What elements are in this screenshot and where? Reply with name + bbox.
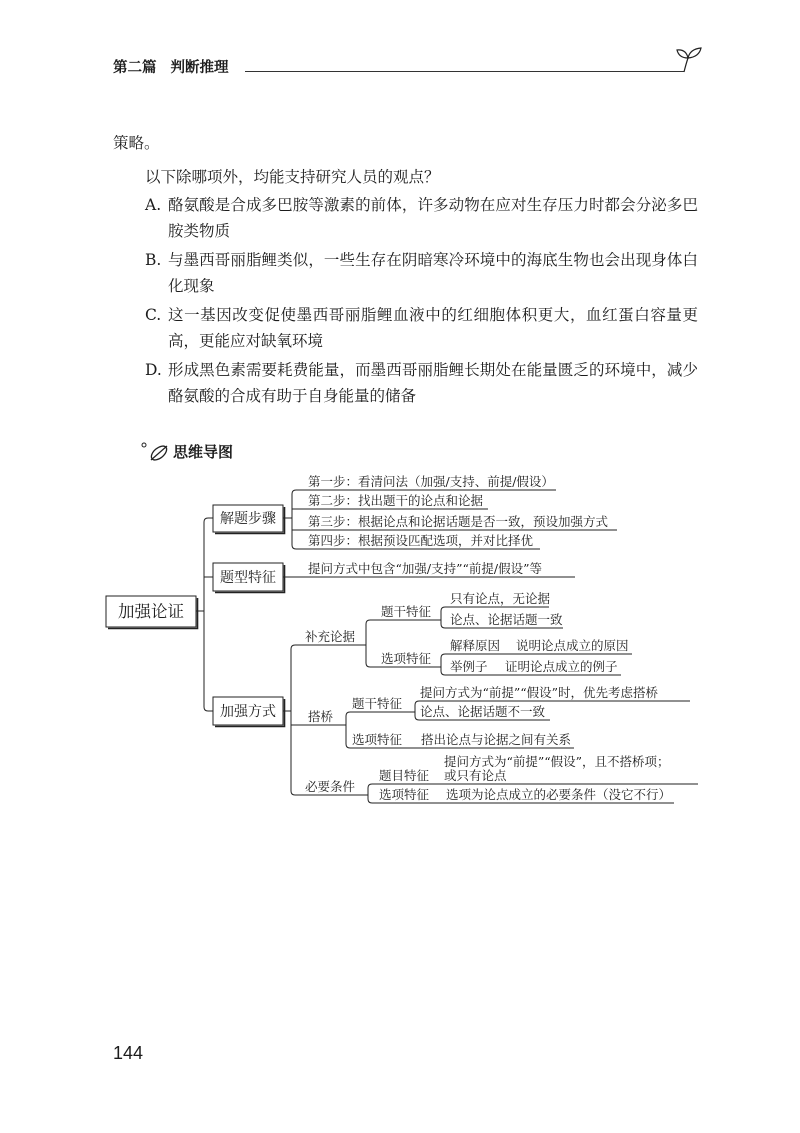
question-stem: 以下除哪项外，均能支持研究人员的观点？ <box>145 168 440 186</box>
necessary-options-label: 选项特征 <box>379 787 430 802</box>
option-line: 化现象 <box>168 277 215 295</box>
necessary-label: 必要条件 <box>305 779 356 794</box>
bridge-label: 搭桥 <box>308 709 334 724</box>
option-label: C. <box>145 306 162 324</box>
supplement-option-name: 解释原因 <box>450 638 501 653</box>
feature-item: 提问方式中包含“加强/支持”“前提/假设”等 <box>308 561 542 576</box>
necessary-stem-line: 提问方式为“前提”“假设”，且不搭桥项； <box>444 754 670 769</box>
root-node <box>106 596 198 629</box>
option-list <box>113 192 698 409</box>
supplement-options-label: 选项特征 <box>381 651 432 666</box>
bridge-option-item: 搭出论点与论据之间有关系 <box>421 732 572 747</box>
step-item: 第一步：看清问法（加强/支持、前提/假设） <box>308 474 554 489</box>
methods-label: 加强方式 <box>220 704 276 720</box>
mind-map <box>0 430 800 830</box>
features-label: 题型特征 <box>220 570 276 586</box>
step-item: 第四步：根据预设匹配选项，并对比择优 <box>308 533 534 548</box>
supplement-stem-item: 论点、论据话题一致 <box>450 612 563 627</box>
supplement-option-desc: 说明论点成立的原因 <box>516 638 629 653</box>
option-line: 这一基因改变促使墨西哥丽脂鲤血液中的红细胞体积更大，血红蛋白容量更 <box>168 306 698 324</box>
option-line: 与墨西哥丽脂鲤类似，一些生存在阴暗寒冷环境中的海底生物也会出现身体白 <box>168 251 698 269</box>
features-node <box>213 563 285 593</box>
bridge-stem-item: 提问方式为“前提”“假设”时，优先考虑搭桥 <box>420 685 659 700</box>
lead-in-text: 策略。 <box>113 134 160 152</box>
supplement-stem-label: 题干特征 <box>381 604 432 619</box>
option-line: 酪氨酸的合成有助于自身能量的储备 <box>168 387 417 405</box>
step-item: 第三步：根据论点和论据话题是否一致，预设加强方式 <box>308 514 609 529</box>
supplement-stem-item: 只有论点，无论据 <box>450 591 551 606</box>
page-number: 144 <box>113 1043 144 1063</box>
supplement-option-name: 举例子 <box>450 659 488 674</box>
bridge-stem-label: 题干特征 <box>352 696 403 711</box>
mind-map-title: 思维导图 <box>173 443 234 461</box>
necessary-stem-line: 或只有论点 <box>444 768 507 783</box>
steps-node <box>213 505 285 534</box>
option-a <box>145 192 698 244</box>
option-d <box>145 357 698 409</box>
option-line: 形成黑色素需要耗费能量，而墨西哥丽脂鲤长期处在能量匮乏的环境中，减少 <box>168 361 698 379</box>
option-label: D. <box>145 361 162 379</box>
supplement-option-desc: 证明论点成立的例子 <box>505 659 618 674</box>
running-header <box>113 59 229 77</box>
necessary-option-item: 选项为论点成立的必要条件（没它不行） <box>446 787 672 802</box>
section-title: 判断推理 <box>170 60 229 76</box>
option-line: 高，更能应对缺氧环境 <box>168 332 324 350</box>
option-label: A. <box>145 196 162 214</box>
supplement-label: 补充论据 <box>305 629 356 644</box>
bridge-stem-item: 论点、论据话题不一致 <box>420 704 546 719</box>
option-c <box>145 302 698 354</box>
steps-label: 解题步骤 <box>220 511 276 527</box>
option-b <box>145 247 698 299</box>
necessary-stem-label: 题目特征 <box>379 768 430 783</box>
sprout-icon <box>674 46 708 76</box>
methods-node <box>213 697 285 727</box>
root-label: 加强论证 <box>118 602 184 621</box>
option-line: 胺类物质 <box>168 222 231 240</box>
header-rule <box>245 71 684 72</box>
option-label: B. <box>145 251 162 269</box>
option-line: 酪氨酸是合成多巴胺等激素的前体，许多动物在应对生存压力时都会分泌多巴 <box>168 196 698 214</box>
question-block <box>113 130 698 412</box>
bridge-options-label: 选项特征 <box>352 732 403 747</box>
part-title: 第二篇 <box>113 60 157 76</box>
step-item: 第二步：找出题干的论点和论据 <box>308 493 484 508</box>
